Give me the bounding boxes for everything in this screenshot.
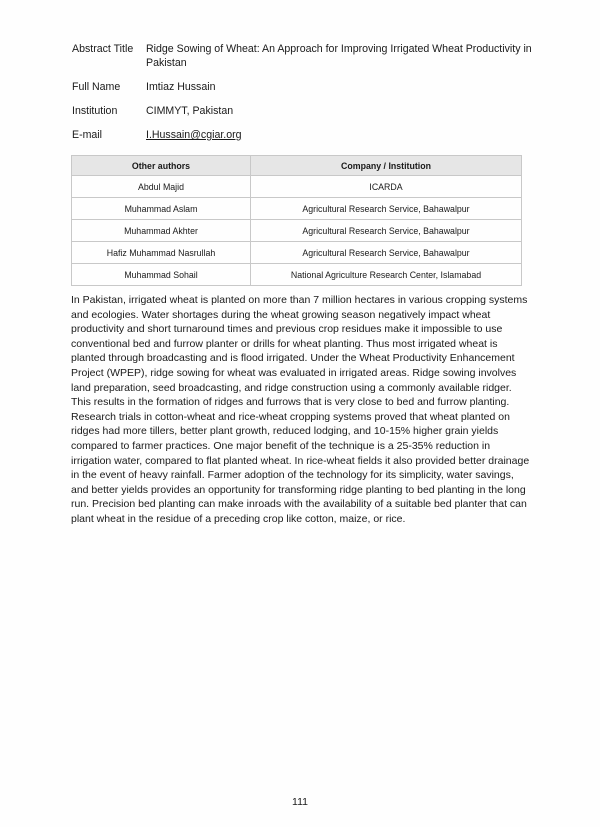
table-row xyxy=(72,220,522,242)
abstract-metadata xyxy=(72,42,532,152)
author-name: Abdul Majid xyxy=(72,176,251,198)
author-institution: Agricultural Research Service, Bahawalpur xyxy=(251,242,522,264)
abstract-title: Ridge Sowing of Wheat: An Approach for Improving Irrigated Wheat Productivity in Pakistan xyxy=(146,43,532,69)
other-authors-table xyxy=(71,155,522,286)
institution: CIMMYT, Pakistan xyxy=(146,105,234,117)
author-name: Hafiz Muhammad Nasrullah xyxy=(72,242,251,264)
column-header-company-institution: Company / Institution xyxy=(251,156,522,176)
table-row xyxy=(72,264,522,286)
full-name-label: Full Name xyxy=(72,81,121,93)
institution-row xyxy=(72,104,532,118)
page-number: 111 xyxy=(292,796,308,808)
author-institution: ICARDA xyxy=(251,176,522,198)
author-name: Muhammad Aslam xyxy=(72,198,251,220)
column-header-other-authors: Other authors xyxy=(72,156,251,176)
institution-label: Institution xyxy=(72,105,118,117)
full-name-row xyxy=(72,80,532,94)
author-institution: Agricultural Research Service, Bahawalpur xyxy=(251,198,522,220)
full-name: Imtiaz Hussain xyxy=(146,81,216,93)
author-institution: Agricultural Research Service, Bahawalpur xyxy=(251,220,522,242)
author-name: Muhammad Sohail xyxy=(72,264,251,286)
abstract-title-label: Abstract Title xyxy=(72,43,134,55)
email-link[interactable]: I.Hussain@cgiar.org xyxy=(146,129,242,141)
table-row xyxy=(72,198,522,220)
table-row xyxy=(72,242,522,264)
table-header-row xyxy=(72,156,522,176)
author-name: Muhammad Akhter xyxy=(72,220,251,242)
email-row xyxy=(72,128,532,142)
table-row xyxy=(72,176,522,198)
abstract-body: In Pakistan, irrigated wheat is planted on more than 7 million hectares in various cropping systems and ecologies. Water shortages during the wheat growing season negatively impact wheat productivity and short turnaround times and previous crop residues make it impossible to use conventional bed and furrow planter or drills for wheat planting. Thus most irrigated wheat is planted through broadcasting and is flood irrigated. Under the Wheat Productivity Enhancement Project (WPEP), ridge sowing for wheat was evaluated in irrigated areas. Ridge sowing involves land preparation, seed broadcasting, and ridge construction using a commonly available ridger. This results in the formation of ridges and furrows that is very close to bed and furrow planting. Research trials in cotton-wheat and rice-wheat cropping systems proved that wheat planted on ridges had more tillers, better plant growth, reduced lodging, and 10-15% higher grain yields compared to farmer practices. One major benefit of the technique is a 25-35% reduction in irrigation water, compared to flat planted wheat. In rice-wheat fields it also provided better drainage in the event of heavy rainfall. Farmer adoption of the technology for its simplicity, water savings, and better yields provides an opportunity for transforming ridge planting to bed planting in the long run. Precision bed planting can make inroads with the availability of a suitable bed planter that can plant wheat in the residue of a preceding crop like cotton, maize, or rice. xyxy=(71,294,530,525)
email-label: E-mail xyxy=(72,129,103,141)
author-institution: National Agriculture Research Center, Islamabad xyxy=(251,264,522,286)
abstract-title-row xyxy=(72,42,532,70)
